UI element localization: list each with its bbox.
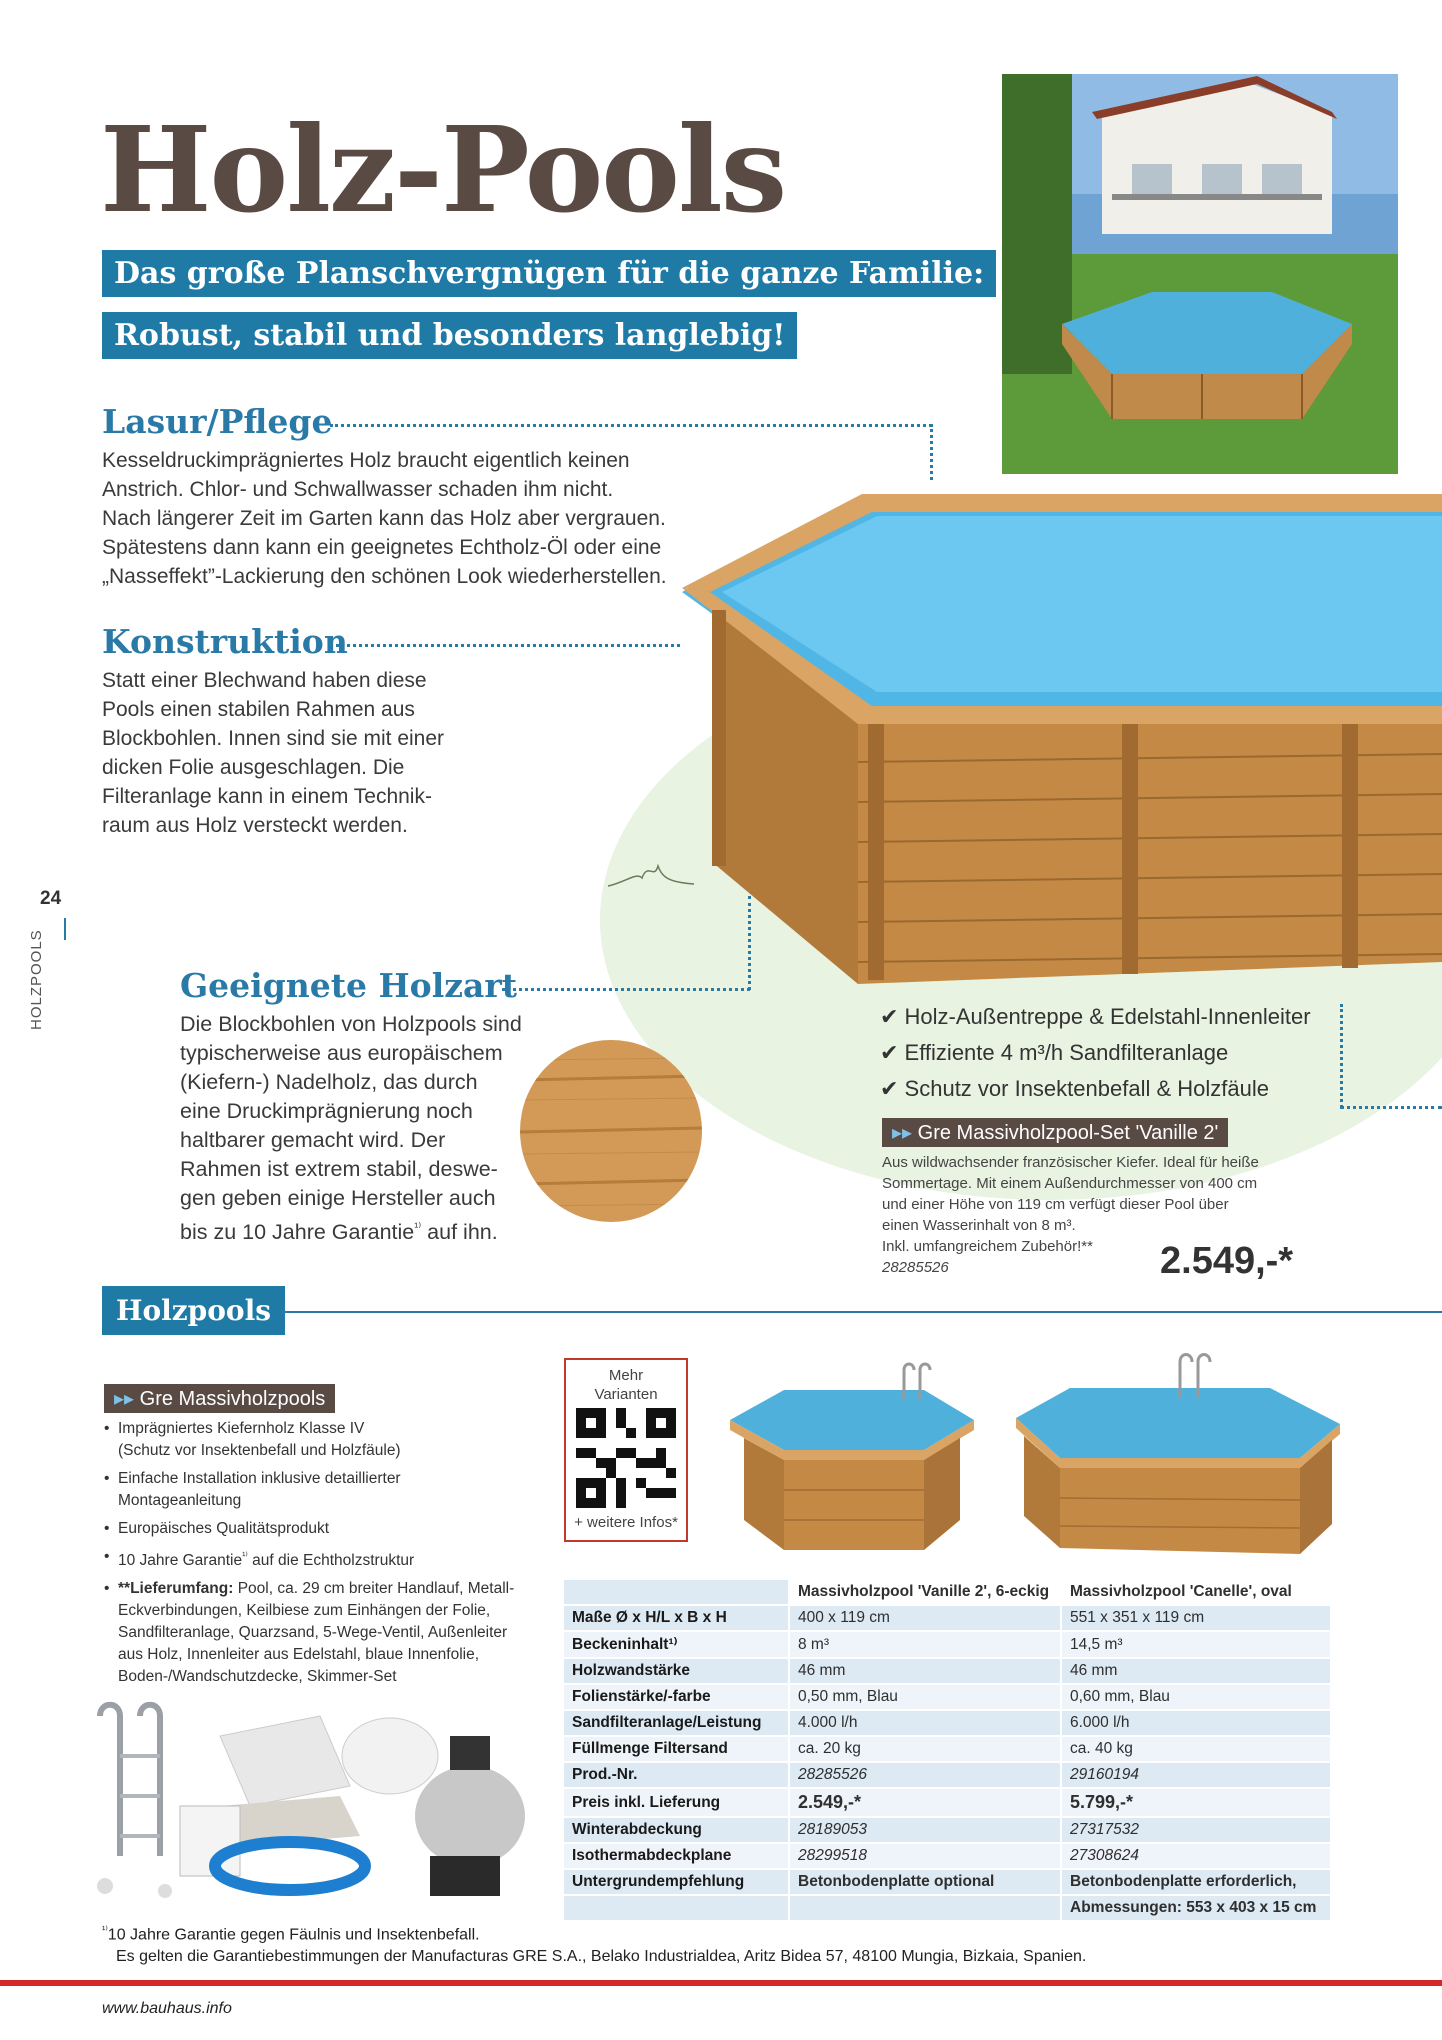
house-pool-photo	[1002, 74, 1398, 474]
table-row	[564, 1818, 1330, 1842]
heading-holzart: Geeignete Holzart	[180, 966, 517, 1005]
pool-image-canelle	[1010, 1348, 1346, 1570]
table-cell: 46 mm	[1062, 1659, 1330, 1683]
text-line: raum aus Holz versteckt werden.	[102, 814, 408, 837]
footnote-text: Es gelten die Garantiebestimmungen der Manufacturas GRE S.A., Belako Industrialdea, Aritz Bidea 57, 48100 Mungia, Bizkaia, Spanien.	[116, 1948, 1087, 1966]
product-price: 2.549,-*	[1160, 1240, 1294, 1282]
footnote-marker: ¹⁾	[414, 1220, 422, 1234]
table-cell	[564, 1896, 788, 1920]
text-line: Eckverbindungen, Keilbiese zum Einhängen der Folie,	[118, 1602, 491, 1620]
table-cell: Betonbodenplatte optional	[790, 1870, 1060, 1894]
text-line: Kesseldruckimprägniertes Holz braucht eigentlich keinen	[102, 449, 630, 472]
holzpools-tag	[104, 1384, 335, 1413]
table-row	[564, 1685, 1330, 1709]
table-cell: Preis inkl. Lieferung	[564, 1789, 788, 1816]
bullet-item	[104, 1546, 544, 1572]
dotted-connector	[502, 988, 750, 991]
footnote-text: 10 Jahre Garantie gegen Fäulnis und Insektenbefall.	[107, 1926, 480, 1944]
text-line: **Lieferumfang:	[118, 1580, 234, 1598]
grass-doodle	[606, 852, 696, 892]
text-line: einen Wasserinhalt von 8 m³.	[882, 1217, 1076, 1234]
text-line: aus Holz, Innenleiter aus Edelstahl, blaue Innenfolie,	[118, 1646, 480, 1664]
table-cell: ca. 40 kg	[1062, 1737, 1330, 1761]
feature-item: ✔ Schutz vor Insektenbefall & Holzfäule	[880, 1076, 1269, 1101]
table-cell: 6.000 l/h	[1062, 1711, 1330, 1735]
bullet-item	[104, 1468, 544, 1512]
table-cell: Isothermabdeckplane	[564, 1844, 788, 1868]
dotted-connector	[930, 424, 933, 480]
text-line: (Schutz vor Insektenbefall und Holzfäule)	[118, 1442, 401, 1459]
text-line: Anstrich. Chlor- und Schwallwasser schaden ihm nicht.	[102, 478, 614, 501]
qr-label-top: Mehr	[608, 1367, 644, 1384]
table-row	[564, 1763, 1330, 1787]
table-cell: Prod.-Nr.	[564, 1763, 788, 1787]
table-header-cell: Massivholzpool 'Canelle', oval	[1062, 1580, 1330, 1604]
table-cell: Abmessungen: 553 x 403 x 15 cm	[1062, 1896, 1330, 1920]
table-cell: Untergrundempfehlung	[564, 1870, 788, 1894]
section-divider	[278, 1311, 1442, 1313]
specs-table	[562, 1578, 1332, 1922]
footnote	[102, 1920, 1086, 1968]
subtitle-banner-1: Das große Planschvergnügen für die ganze Familie:	[102, 250, 996, 297]
footnote-marker: ¹⁾	[242, 1551, 248, 1562]
qr-label-bottom: + weitere Infos*	[574, 1514, 678, 1531]
footnote-line	[102, 1920, 1086, 1946]
page-number: 24	[40, 888, 62, 909]
dotted-connector	[1340, 1106, 1442, 1109]
text-line: gen geben einige Hersteller auch	[180, 1186, 496, 1210]
heading-lasur: Lasur/Pflege	[102, 402, 333, 441]
feature-bullets	[104, 1418, 544, 1694]
konstruktion-text	[102, 666, 444, 840]
text-line: Statt einer Blechwand haben diese	[102, 669, 427, 692]
table-cell: Winterabdeckung	[564, 1818, 788, 1842]
table-cell: 0,60 mm, Blau	[1062, 1685, 1330, 1709]
footer-url-link[interactable]: www.bauhaus.info	[102, 2000, 232, 2017]
main-pool-image	[682, 492, 1442, 984]
text-line: Nach längerer Zeit im Garten kann das Holz aber vergrauen.	[102, 507, 666, 530]
table-header-cell	[564, 1580, 788, 1604]
table-row	[564, 1844, 1330, 1868]
text-fragment: bis zu 10 Jahre Garantie	[180, 1220, 415, 1245]
table-row	[564, 1659, 1330, 1683]
table-row	[564, 1711, 1330, 1735]
double-chevron-icon: ▸▸	[114, 1388, 140, 1410]
text-line: Blockbohlen. Innen sind sie mit einer	[102, 727, 445, 750]
text-line: Boden-/Wandschutzdecke, Skimmer-Set	[118, 1668, 397, 1686]
bullet-item	[104, 1578, 544, 1688]
table-cell: 14,5 m³	[1062, 1632, 1330, 1657]
wood-texture-image	[520, 1040, 702, 1222]
qr-code-icon	[576, 1408, 676, 1508]
text-line: Montageanleitung	[118, 1492, 242, 1509]
table-cell: 28189053	[790, 1818, 1060, 1842]
section-banner-holzpools: Holzpools	[102, 1286, 285, 1335]
table-cell: 2.549,-*	[790, 1789, 1060, 1816]
table-cell: Maße Ø x H/L x B x H	[564, 1606, 788, 1630]
table-cell: 4.000 l/h	[790, 1711, 1060, 1735]
subtitle-banner-2: Robust, stabil und besonders langlebig!	[102, 312, 797, 359]
accessories-image	[70, 1696, 540, 1906]
text-line: Sommertage. Mit einem Außendurchmesser von 400 cm	[882, 1175, 1258, 1192]
table-cell: 27308624	[1062, 1844, 1330, 1868]
feature-item: ✔ Effiziente 4 m³/h Sandfilteranlage	[880, 1040, 1229, 1065]
lasur-text	[102, 446, 667, 591]
table-cell: 400 x 119 cm	[790, 1606, 1060, 1630]
table-cell: 0,50 mm, Blau	[790, 1685, 1060, 1709]
table-cell: 46 mm	[790, 1659, 1060, 1683]
text-line: Sandfilteranlage, Quarzsand, 5-Wege-Ventil, Außenleiter	[118, 1624, 508, 1642]
text-line: Filteranlage kann in einem Technik-	[102, 785, 432, 808]
table-cell: 27317532	[1062, 1818, 1330, 1842]
footer-divider	[0, 1980, 1442, 1986]
text-line: auf die Echtholzstruktur	[247, 1552, 415, 1570]
product-tag-label: Gre Massivholzpool-Set 'Vanille 2'	[917, 1122, 1219, 1144]
qr-label-top2: Varianten	[594, 1386, 658, 1403]
table-cell: Füllmenge Filtersand	[564, 1737, 788, 1761]
table-row	[564, 1896, 1330, 1920]
text-line: Die Blockbohlen von Holzpools sind	[180, 1012, 522, 1036]
text-line: Einfache Installation inklusive detaillierter	[118, 1470, 401, 1487]
text-line: Spätestens dann kann ein geeignetes Echtholz-Öl oder eine	[102, 536, 662, 559]
dotted-connector	[748, 896, 751, 990]
table-row	[564, 1606, 1330, 1630]
table-row	[564, 1737, 1330, 1761]
text-fragment: auf ihn.	[421, 1220, 498, 1245]
holzart-text	[180, 1010, 522, 1247]
table-cell: Betonbodenplatte erforderlich,	[1062, 1870, 1330, 1894]
footnote-marker: ¹⁾	[102, 1925, 108, 1936]
article-number: 28285526	[882, 1259, 949, 1276]
holzpools-tag-label: Gre Massivholzpools	[139, 1388, 326, 1410]
table-cell: Folienstärke/-farbe	[564, 1685, 788, 1709]
text-line: haltbarer gemacht wird. Der	[180, 1128, 446, 1152]
text-line: dicken Folie ausgeschlagen. Die	[102, 756, 405, 779]
dotted-connector	[1340, 1004, 1343, 1108]
text-line: typischerweise aus europäischem	[180, 1041, 503, 1065]
section-label-vertical: HOLZPOOLS	[28, 929, 45, 1030]
feature-item: ✔ Holz-Außentreppe & Edelstahl-Innenleiter	[880, 1004, 1311, 1029]
table-cell: 8 m³	[790, 1632, 1060, 1657]
page-title: Holz-Pools	[100, 100, 786, 239]
table-row	[564, 1870, 1330, 1894]
table-cell: 28299518	[790, 1844, 1060, 1868]
table-cell: Beckeninhalt¹⁾	[564, 1632, 788, 1657]
table-cell: ca. 20 kg	[790, 1737, 1060, 1761]
text-line: Europäisches Qualitätsprodukt	[118, 1520, 330, 1537]
qr-code-box[interactable]	[564, 1358, 688, 1542]
text-line: und einer Höhe von 119 cm verfügt dieser Pool über	[882, 1196, 1229, 1213]
table-row	[564, 1632, 1330, 1657]
table-cell: Sandfilteranlage/Leistung	[564, 1711, 788, 1735]
bullet-item	[104, 1418, 544, 1462]
product-tag	[882, 1118, 1228, 1147]
text-line: 10 Jahre Garantie	[118, 1552, 243, 1570]
text-line: Pools einen stabilen Rahmen aus	[102, 698, 415, 721]
dotted-connector	[336, 644, 680, 647]
table-cell	[790, 1896, 1060, 1920]
table-cell: 29160194	[1062, 1763, 1330, 1787]
text-line: Imprägniertes Kiefernholz Klasse IV	[118, 1420, 365, 1437]
text-line	[180, 1213, 522, 1247]
table-header-cell: Massivholzpool 'Vanille 2', 6-eckig	[790, 1580, 1060, 1604]
text-line: (Kiefern-) Nadelholz, das durch	[180, 1070, 478, 1094]
text-line: Pool, ca. 29 cm breiter Handlauf, Metall-	[233, 1580, 515, 1598]
text-line: Aus wildwachsender französischer Kiefer. Ideal für heiße	[882, 1154, 1259, 1171]
double-chevron-icon: ▸▸	[892, 1122, 918, 1144]
table-cell: Holzwandstärke	[564, 1659, 788, 1683]
dotted-connector	[330, 424, 932, 427]
table-header-row	[564, 1580, 1330, 1604]
pool-image-vanille	[724, 1360, 978, 1568]
table-cell: 28285526	[790, 1763, 1060, 1787]
page-number-divider	[64, 918, 66, 940]
table-cell: 5.799,-*	[1062, 1789, 1330, 1816]
table-row	[564, 1789, 1330, 1816]
text-line: Inkl. umfangreichem Zubehör!**	[882, 1238, 1093, 1255]
heading-konstruktion: Konstruktion	[102, 622, 348, 661]
bullet-item	[104, 1518, 544, 1540]
table-cell: 551 x 351 x 119 cm	[1062, 1606, 1330, 1630]
feature-list	[880, 999, 1311, 1107]
text-line: Rahmen ist extrem stabil, deswe-	[180, 1157, 498, 1181]
text-line: „Nasseffekt”-Lackierung den schönen Look wiederherstellen.	[102, 565, 667, 588]
text-line: eine Druckimprägnierung noch	[180, 1099, 473, 1123]
